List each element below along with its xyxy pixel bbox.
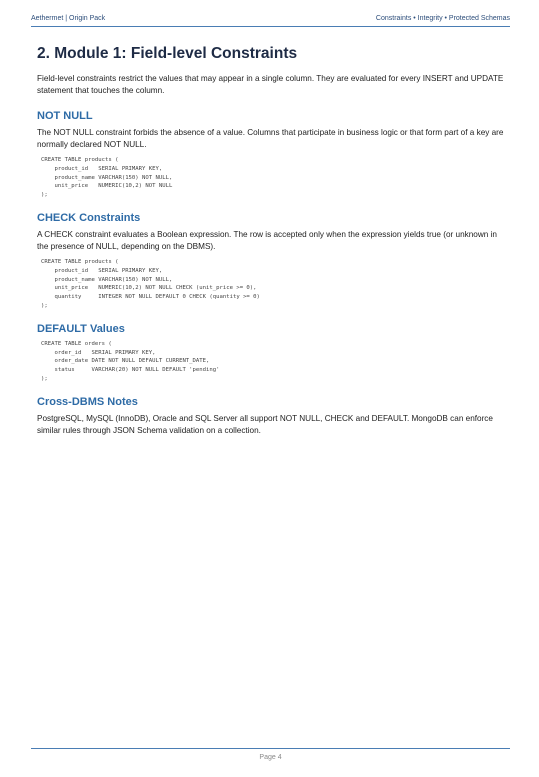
- section-heading: DEFAULT Values: [37, 322, 125, 335]
- section-paragraph: A CHECK constraint evaluates a Boolean expression. The row is accepted only when the expression yields true (or unknown in the presence of NULL, depending on the DBMS).: [37, 229, 497, 251]
- section-cross-dbms-notes: [37, 396, 507, 437]
- code-block: CREATE TABLE products ( product_id SERIAL PRIMARY KEY, product_name VARCHAR(150) NOT NULL, unit_price NUMERIC(10,2) NOT NULL );: [41, 157, 173, 199]
- code-block: CREATE TABLE products ( product_id SERIAL PRIMARY KEY, product_name VARCHAR(150) NOT NULL, unit_price NUMERIC(10,2) NOT NULL CHECK (unit_price >= 0), quantity INTEGER NOT NULL DEFAULT 0 CHECK (quantity >= 0) );: [41, 258, 260, 309]
- section-paragraph: The NOT NULL constraint forbids the absence of a value. Columns that participate in business logic or that form part of a key are normally declared NOT NULL.: [37, 128, 504, 149]
- header-topics: Constraints • Integrity • Protected Schemas: [375, 15, 510, 22]
- page-footer: [31, 748, 510, 761]
- section-not-null: [37, 110, 507, 200]
- page-title: 2. Module 1: Field-level Constraints: [37, 45, 298, 62]
- page-header: [31, 12, 510, 27]
- header-doc-title: Aethermet | Origin Pack: [31, 15, 106, 22]
- page-number: Page 4: [259, 754, 282, 761]
- intro-paragraph: Field-level constraints restrict the values that may appear in a single column. They are evaluated for every INSERT and UPDATE statement that touches the column.: [37, 74, 504, 95]
- section-default-values: [37, 323, 507, 384]
- section-heading: Cross-DBMS Notes: [37, 395, 138, 408]
- section-paragraph: PostgreSQL, MySQL (InnoDB), Oracle and SQL Server all support NOT NULL, CHECK and DEFAULT. MongoDB can enforce similar rules through JSON Schema validation on a collection.: [37, 413, 493, 435]
- code-block: CREATE TABLE orders ( order_id SERIAL PRIMARY KEY, order_date DATE NOT NULL DEFAULT CURRENT_DATE, status VARCHAR(20) NOT NULL DEFAULT 'pending' );: [41, 340, 220, 382]
- page-content: [37, 45, 507, 442]
- section-heading: CHECK Constraints: [37, 211, 141, 224]
- section-check-constraints: [37, 212, 507, 311]
- section-heading: NOT NULL: [37, 110, 93, 122]
